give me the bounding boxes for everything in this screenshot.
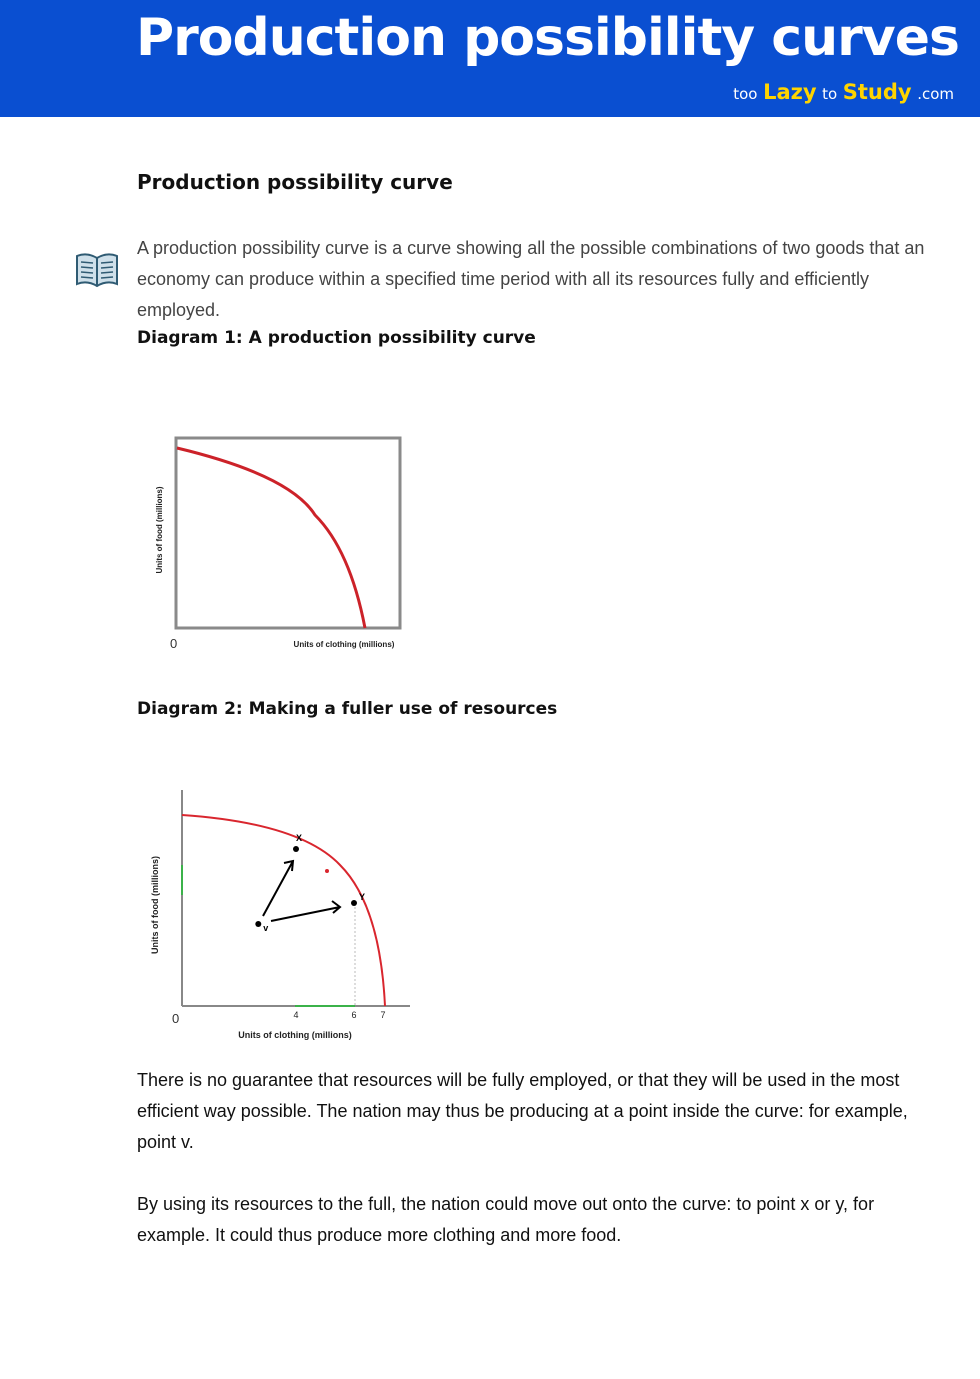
diagram2-x-tick-7: 7 bbox=[380, 1010, 386, 1020]
diagram1-chart bbox=[150, 430, 410, 655]
header-banner bbox=[0, 0, 980, 117]
diagram2-point-x bbox=[293, 846, 299, 852]
diagram2-point-label-v: v bbox=[263, 923, 269, 933]
diagram2-origin: 0 bbox=[172, 1011, 180, 1026]
diagram2-xlabel: Units of clothing (millions) bbox=[238, 1030, 352, 1040]
brand-com: .com bbox=[917, 85, 954, 103]
diagram2-point-label-x: X bbox=[296, 833, 303, 843]
book-icon bbox=[74, 250, 120, 290]
brand-study: Study bbox=[842, 80, 912, 104]
brand-too: too bbox=[733, 85, 758, 103]
arrow-v-to-x bbox=[263, 861, 293, 916]
diagram2-point-v bbox=[255, 921, 261, 927]
diagram2-ppc-curve bbox=[182, 815, 385, 1006]
brand-to: to bbox=[822, 85, 838, 103]
diagram2-point-y bbox=[351, 900, 357, 906]
diagram2-x-tick-6: 6 bbox=[351, 1010, 357, 1020]
body-paragraph-2: By using its resources to the full, the nation could move out onto the curve: to point x or y, for example. It could thus produce more clothing and more food. bbox=[137, 1194, 875, 1245]
diagram1-ylabel: Units of food (millions) bbox=[155, 486, 164, 574]
diagram1-caption: Diagram 1: A production possibility curve bbox=[137, 328, 536, 348]
diagram2-point-label-y: Y bbox=[359, 892, 366, 902]
section-heading: Production possibility curve bbox=[137, 170, 453, 194]
body-paragraph-1: There is no guarantee that resources will be fully employed, or that they will be used in the most efficient way possible. The nation may thus be producing at a point inside the curve: for example, point v. bbox=[137, 1070, 908, 1152]
diagram1-frame bbox=[176, 438, 400, 628]
diagram2-ylabel: Units of food (millions) bbox=[150, 856, 160, 954]
brand-logo[interactable] bbox=[733, 80, 954, 104]
definition-text: A production possibility curve is a curve showing all the possible combinations of two goods that an economy can produce within a specified time period with all its resources fully and efficiently employed. bbox=[137, 238, 925, 320]
page-title: Production possibility curves bbox=[136, 8, 959, 68]
diagram2-chart bbox=[140, 785, 430, 1050]
diagram2-x-tick-4: 4 bbox=[293, 1010, 299, 1020]
arrow-v-to-y bbox=[271, 901, 340, 921]
brand-lazy: Lazy bbox=[763, 80, 817, 104]
diagram2-caption: Diagram 2: Making a fuller use of resources bbox=[137, 699, 558, 719]
diagram1-ppc-curve bbox=[177, 448, 365, 628]
diagram1-origin: 0 bbox=[170, 636, 178, 651]
diagram1-xlabel: Units of clothing (millions) bbox=[293, 640, 395, 649]
